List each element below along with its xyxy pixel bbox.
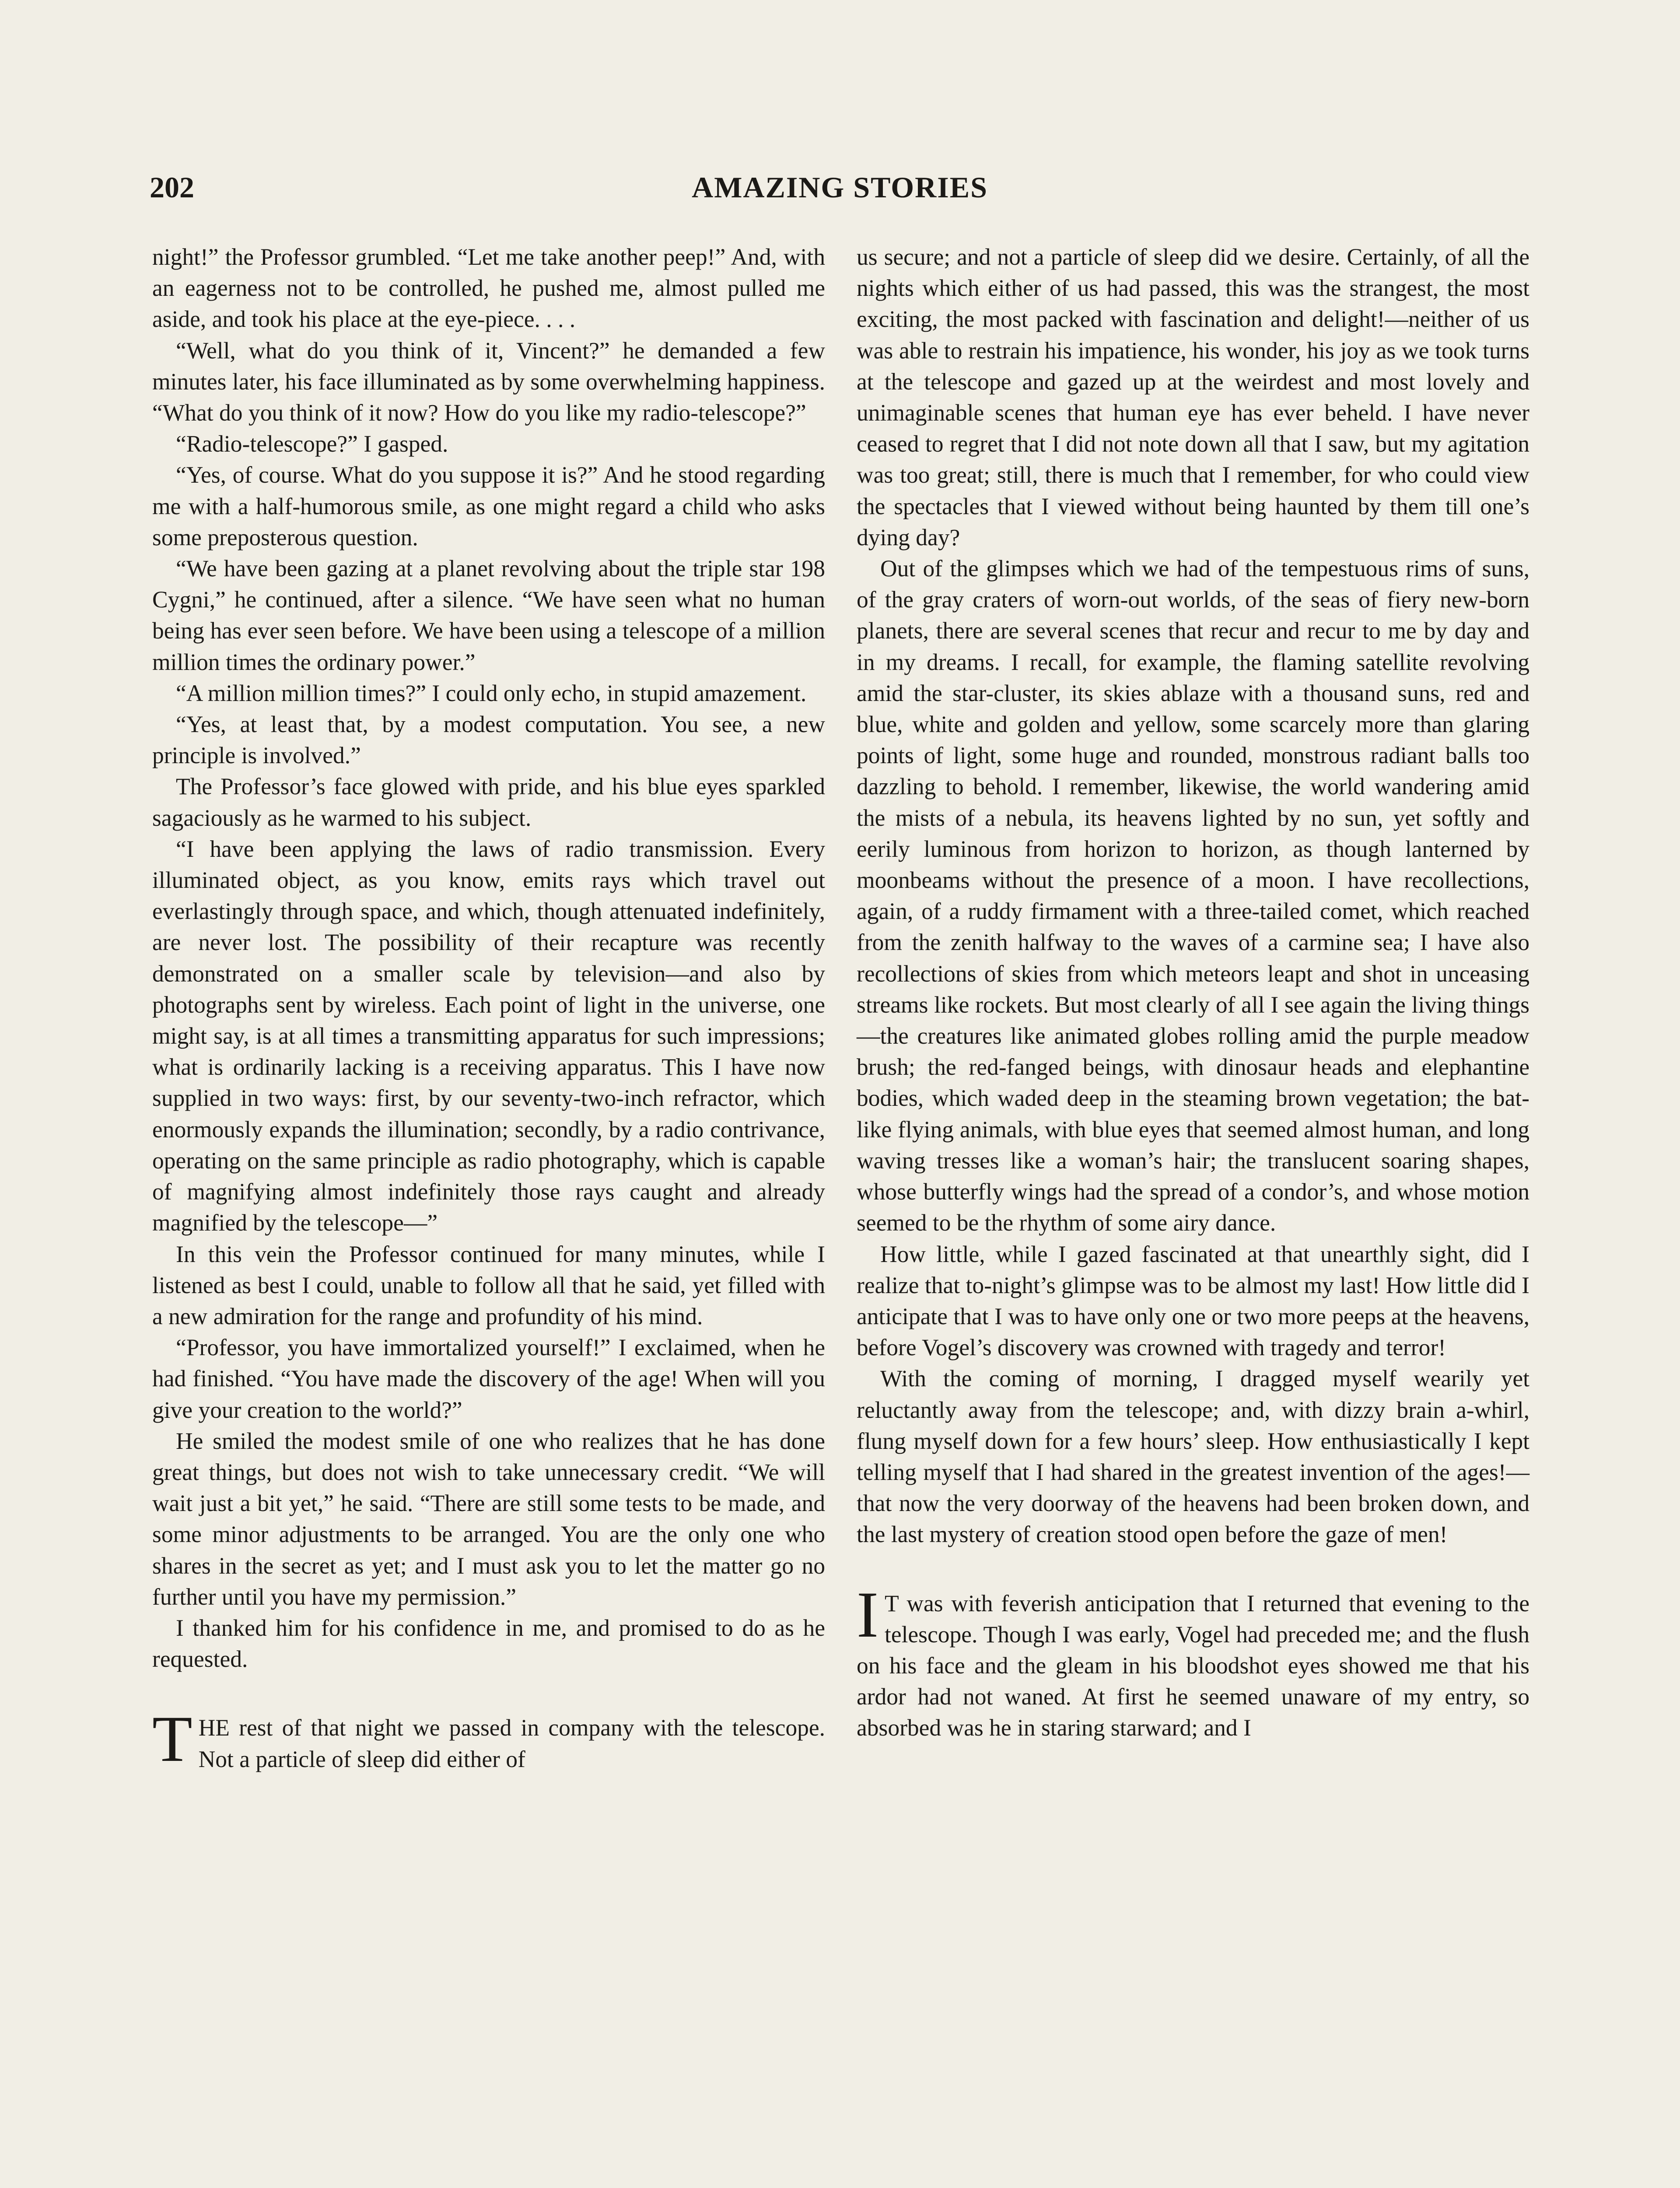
paragraph: “Yes, of course. What do you suppose it is?” And he stood regarding me with a half-humorous smile, as one might regard a child who asks some preposterous question. (152, 462, 825, 551)
paragraph: How little, while I gazed fascinated at that unearthly sight, did I realize that to-night’s glimpse was to be almost my last! How little did I anticipate that I was to have only one or two more peeps at the heavens, before Vogel’s discovery was crowned with tragedy and terror! (857, 1241, 1530, 1361)
section-start-paragraph (857, 1578, 1530, 1744)
paragraph: I thanked him for his confidence in me, and promised to do as he requested. (152, 1614, 825, 1673)
left-column (152, 242, 825, 1775)
paragraph: “A million million times?” I could only echo, in stupid amazement. (176, 680, 807, 706)
paragraph: night!” the Professor grumbled. “Let me take another peep!” And, with an eagerness not to be controlled, he pushed me, almost pulled me aside, and took his place at the eye-piece. . . . (152, 244, 825, 333)
paragraph: “I have been applying the laws of radio transmission. Every illuminated object, as you know, emits rays which travel out everlastingly through space, and which, though attenuated indefinitely, are never lost. The possibility of their recapture was recently demonstrated on a smaller scale by television—and also by photographs sent by wireless. Each point of light in the universe, one might say, is at all times a transmitting apparatus for such impressions; what is ordinarily lacking is a receiving apparatus. This I have now supplied in two ways: first, by our seventy-two-inch refractor, which enormously expands the illumination; secondly, by a radio contrivance, operating on the same principle as radio photography, which is capable of magnifying almost indefinitely those rays caught and already magnified by the telescope—” (152, 835, 825, 1236)
section-text: T was with feverish anticipation that I returned that evening to the telescope. Though I was early, Vogel had preceded me; and the flush on his face and the gleam in his bloodshot eyes showed me that his ardor had not waned. At first he seemed unaware of my entry, so absorbed was he in staring starward; and I (857, 1590, 1530, 1741)
section-break (857, 1550, 1530, 1588)
magazine-title: AMAZING STORIES (692, 171, 988, 204)
drop-cap: I (857, 1578, 878, 1651)
paragraph: “Radio-telescope?” I gasped. (176, 431, 448, 457)
paragraph: us secure; and not a particle of sleep did we desire. Certainly, of all the nights which either of us had passed, this was the strangest, the most exciting, the most packed with fascination and delight!—neither of us was able to restrain his impatience, his wonder, his joy as we took turns at the telescope and gazed up at the weirdest and most lovely and unimaginable scenes that human eye has ever beheld. I have never ceased to regret that I did not note down all that I saw, but my agitation was too great; still, there is much that I remember, for who could view the spectacles that I viewed without being haunted by them till one’s dying day? (857, 244, 1530, 551)
paragraph: Out of the glimpses which we had of the tempestuous rims of suns, of the gray craters of worn-out worlds, of the seas of fiery new-born planets, there are several scenes that recur and recur to me by day and in my dreams. I recall, for example, the flaming satellite revolving amid the star-cluster, its skies ablaze with a thousand suns, red and blue, white and golden and yellow, some scarcely more than glaring points of light, some huge and rounded, monstrous radiant balls too dazzling to behold. I remember, likewise, the world wandering amid the mists of a nebula, its heavens lighted by no sun, yet softly and eerily luminous from horizon to horizon, as though lanterned by moonbeams without the presence of a moon. I have recollections, again, of a ruddy firmament with a three-tailed comet, which reached from the zenith halfway to the waves of a carmine sea; I have also recollections of skies from which meteors leapt and shot in unceasing streams like rockets. But most clearly of all I see again the living things—the creatures like animated globes rolling amid the purple meadow brush; the red-fanged beings, with dinosaur heads and elephantine bodies, which waded deep in the steaming brown vegetation; the bat-like flying animals, with blue eyes that seemed almost human, and long waving tresses like a woman’s hair; the translucent soaring shapes, whose butterfly wings had the spread of a condor’s, and whose motion seemed to be the rhythm of some airy dance. (857, 555, 1530, 1236)
page-header (150, 165, 1530, 209)
paragraph: “We have been gazing at a planet revolving about the triple star 198 Cygni,” he continued, after a silence. “We have seen what no human being has ever seen before. We have been using a telescope of a million million times the ordinary power.” (152, 555, 825, 675)
paragraph: He smiled the modest smile of one who realizes that he has done great things, but does not wish to take unnecessary credit. “We will wait just a bit yet,” he said. “There are still some tests to be made, and some minor adjustments to be arranged. You are the only one who shares in the secret as yet; and I must ask you to let the matter go no further until you have my permission.” (152, 1427, 825, 1610)
paragraph: “Yes, at least that, by a modest computation. You see, a new principle is involved.” (152, 711, 825, 769)
paragraph: In this vein the Professor continued for many minutes, while I listened as best I could, unable to follow all that he said, yet filled with a new admiration for the range and profundity of his mind. (152, 1241, 825, 1329)
paragraph: “Professor, you have immortalized yourself!” I exclaimed, when he had finished. “You have made the discovery of the age! When will you give your creation to the world?” (152, 1334, 825, 1423)
section-start-paragraph (152, 1703, 825, 1776)
paragraph: With the coming of morning, I dragged myself wearily yet reluctantly away from the telescope; and, with dizzy brain a-whirl, flung myself down for a few hours’ sleep. How enthusiastically I kept telling myself that I had shared in the greatest invention of the ages!—that now the very doorway of the heavens had been broken down, and the last mystery of creation stood open before the gaze of men! (857, 1365, 1530, 1548)
section-break (152, 1675, 825, 1712)
right-column (857, 242, 1530, 1744)
page-number: 202 (150, 171, 194, 204)
paragraph: The Professor’s face glowed with pride, and his blue eyes sparkled sagaciously as he warmed to his subject. (152, 773, 825, 831)
paragraph: “Well, what do you think of it, Vincent?” he demanded a few minutes later, his face illuminated as by some overwhelming happiness. “What do you think of it now? How do you like my radio-telescope?” (152, 337, 825, 426)
drop-cap: T (152, 1703, 192, 1776)
section-text: HE rest of that night we passed in company with the telescope. Not a particle of sleep did either of (198, 1715, 825, 1772)
